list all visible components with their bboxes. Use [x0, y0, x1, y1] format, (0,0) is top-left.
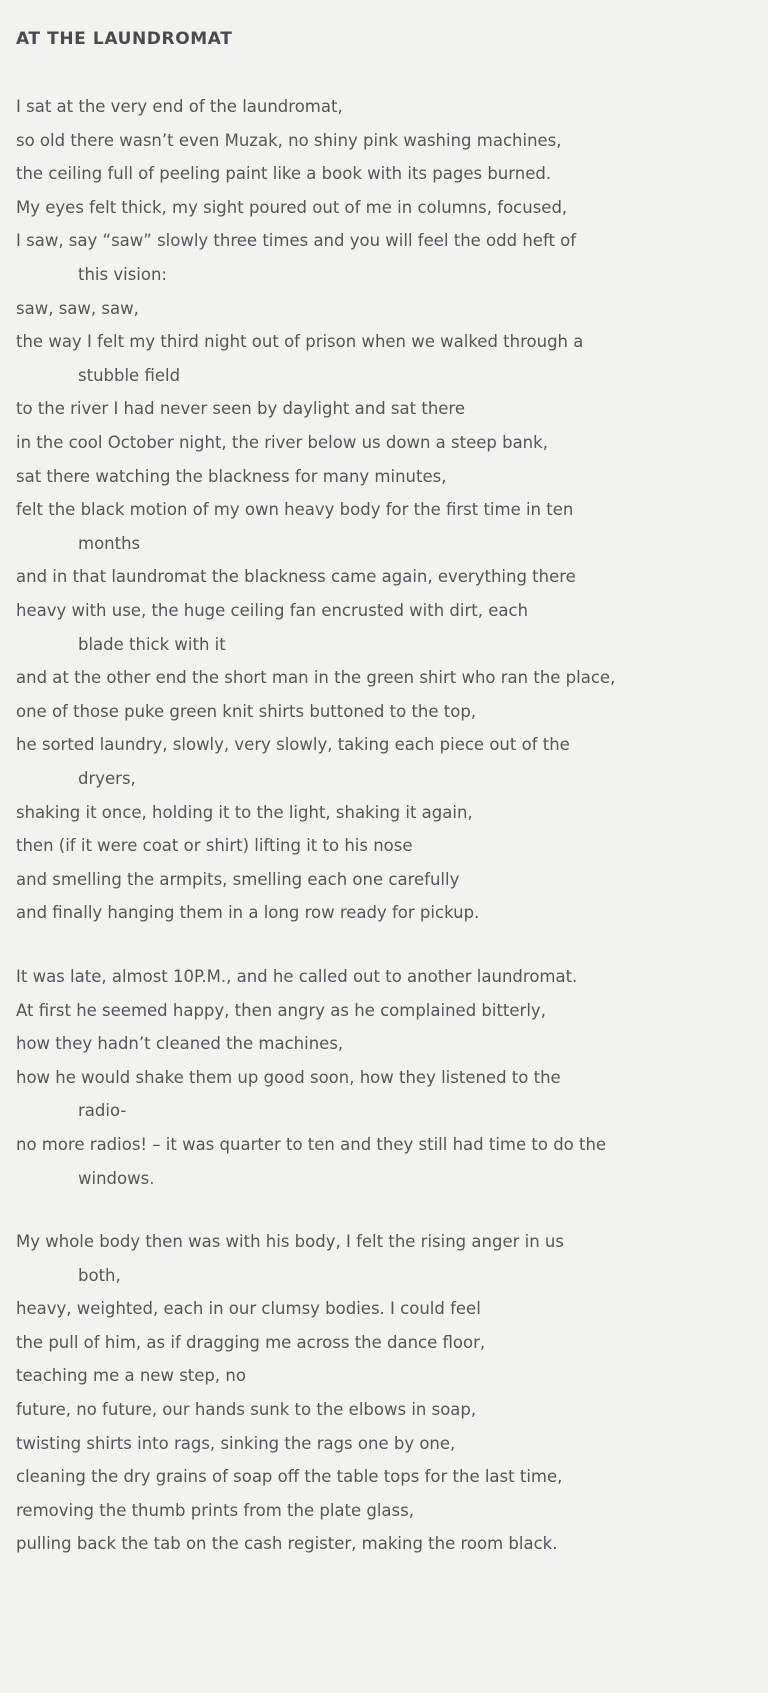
poem-line: My whole body then was with his body, I felt the rising anger in us	[16, 1232, 564, 1252]
poem-line: windows.	[78, 1168, 155, 1188]
poem-line: teaching me a new step, no	[16, 1366, 246, 1386]
stanza	[16, 960, 752, 1195]
poem-line: removing the thumb prints from the plate glass,	[16, 1500, 414, 1520]
poem-line: heavy, weighted, each in our clumsy bodies. I could feel	[16, 1299, 481, 1319]
poem-line: months	[78, 533, 141, 553]
poem-line: future, no future, our hands sunk to the elbows in soap,	[16, 1400, 477, 1420]
poem-line: At first he seemed happy, then angry as he complained bitterly,	[16, 1000, 546, 1020]
poem-line: I saw, say “saw” slowly three times and you will feel the odd heft of	[16, 231, 577, 251]
poem-line: he sorted laundry, slowly, very slowly, taking each piece out of the	[16, 735, 570, 755]
poem-line: the ceiling full of peeling paint like a book with its pages burned.	[16, 164, 552, 184]
poem-line: the way I felt my third night out of prison when we walked through a	[16, 332, 584, 352]
poem-line: both,	[78, 1265, 121, 1285]
poem-line: My eyes felt thick, my sight poured out of me in columns, focused,	[16, 197, 568, 217]
poem-line: and finally hanging them in a long row ready for pickup.	[16, 903, 480, 923]
poem-line: so old there wasn’t even Muzak, no shiny pink washing machines,	[16, 130, 562, 150]
page-title: AT THE LAUNDROMAT	[16, 29, 233, 49]
poem-line: I sat at the very end of the laundromat,	[16, 97, 343, 117]
poem-line: how they hadn’t cleaned the machines,	[16, 1034, 344, 1054]
poem-line: one of those puke green knit shirts buttoned to the top,	[16, 701, 477, 721]
poem-line: saw, saw, saw,	[16, 298, 139, 318]
poem-line: and smelling the armpits, smelling each one carefully	[16, 869, 460, 889]
stanza	[16, 90, 752, 930]
poem-line: to the river I had never seen by daylight and sat there	[16, 399, 466, 419]
poem-line: twisting shirts into rags, sinking the rags one by one,	[16, 1433, 456, 1453]
poem-line: in the cool October night, the river below us down a steep bank,	[16, 433, 548, 453]
poem-line: how he would shake them up good soon, how they listened to the	[16, 1067, 561, 1087]
poem-line: It was late, almost 10P.M., and he called out to another laundromat.	[16, 966, 578, 986]
poem-line: and in that laundromat the blackness came again, everything there	[16, 567, 576, 587]
stanza	[16, 1225, 752, 1561]
poem-line: the pull of him, as if dragging me across the dance floor,	[16, 1332, 486, 1352]
poem-body	[16, 90, 752, 1561]
poem-line: sat there watching the blackness for many minutes,	[16, 466, 447, 486]
poem-line: stubble field	[78, 365, 181, 385]
poem-line: radio-	[78, 1101, 127, 1121]
poem-line: blade thick with it	[78, 634, 226, 654]
poem-line: cleaning the dry grains of soap off the table tops for the last time,	[16, 1467, 563, 1487]
poem-line: no more radios! – it was quarter to ten and they still had time to do the	[16, 1134, 607, 1154]
poem-line: and at the other end the short man in the green shirt who ran the place,	[16, 668, 616, 688]
poem-line: then (if it were coat or shirt) lifting it to his nose	[16, 836, 413, 856]
poem-line: shaking it once, holding it to the light, shaking it again,	[16, 802, 473, 822]
poem-line: this vision:	[78, 265, 167, 285]
poem-line: dryers,	[78, 768, 136, 788]
poem-line: felt the black motion of my own heavy body for the first time in ten	[16, 500, 574, 520]
poem-line: pulling back the tab on the cash register, making the room black.	[16, 1534, 558, 1554]
poem-line: heavy with use, the huge ceiling fan encrusted with dirt, each	[16, 601, 529, 620]
